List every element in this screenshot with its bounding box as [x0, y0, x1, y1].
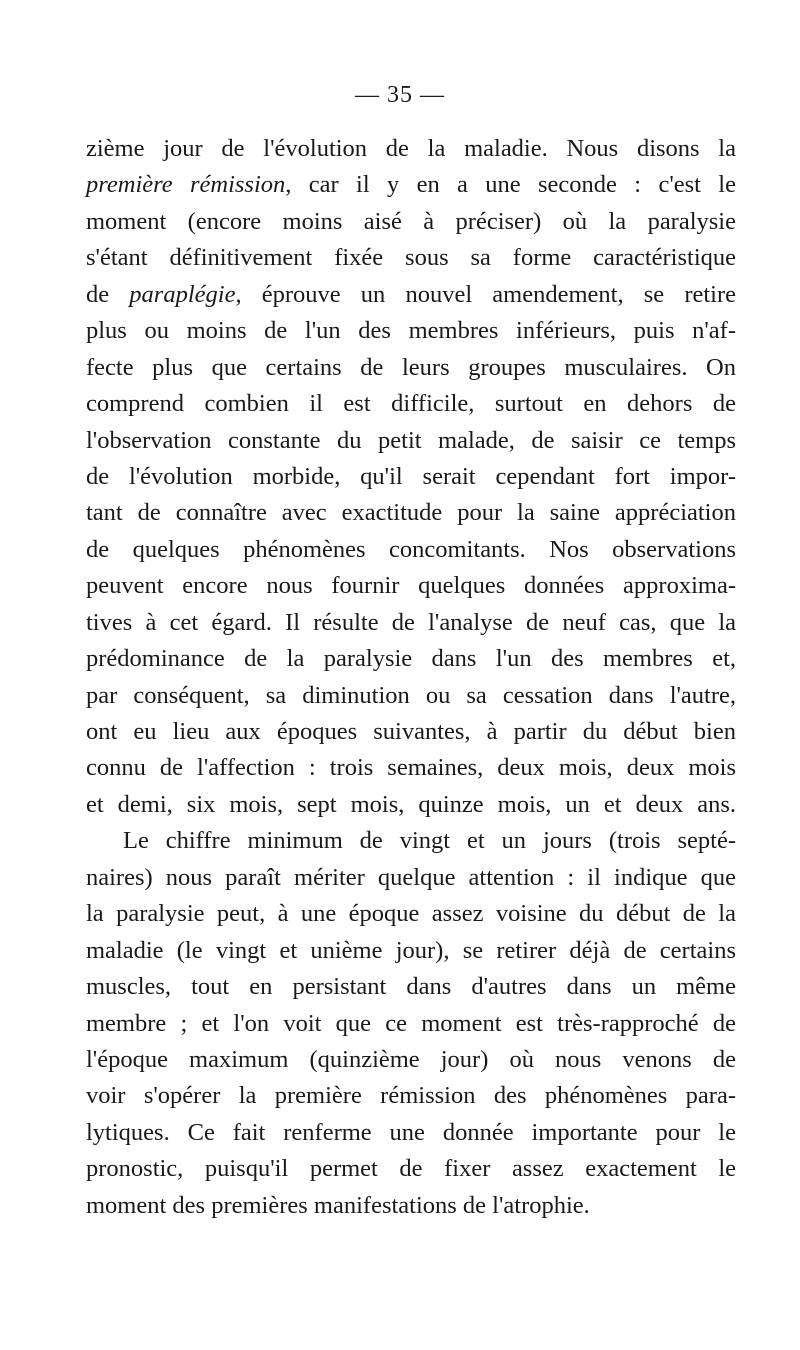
text-line	[86, 823, 736, 859]
text-segment: par conséquent, sa diminution ou sa cessation dans l'autre,	[86, 681, 736, 709]
italic-text: première rémission	[86, 171, 286, 199]
text-segment: ont eu lieu aux époques suivantes, à partir du début bien	[86, 718, 736, 745]
text-segment: naires) nous paraît mériter quelque attention : il indique que	[86, 863, 736, 891]
text-line	[86, 1078, 736, 1114]
text-segment: , éprouve un nouvel amendement, se retire	[235, 280, 736, 308]
text-segment: moment (encore moins aisé à préciser) où la paralysie	[86, 207, 736, 235]
text-segment: plus ou moins de l'un des membres inférieurs, puis n'af-	[86, 317, 736, 345]
text-line	[86, 167, 736, 203]
text-segment: la paralysie peut, à une époque assez voisine du début de la	[86, 900, 736, 928]
text-line	[86, 204, 736, 240]
text-line	[86, 423, 736, 459]
text-line	[86, 1115, 736, 1151]
text-segment: , car il y en a une seconde : c'est le	[285, 171, 736, 199]
text-line	[86, 240, 736, 276]
italic-text: paraplégie	[129, 280, 236, 308]
text-segment: de	[86, 280, 130, 308]
text-segment: maladie (le vingt et unième jour), se retirer déjà de certains	[86, 936, 736, 964]
text-line	[86, 1188, 736, 1224]
text-segment: tives à cet égard. Il résulte de l'analyse de neuf cas, que la	[86, 608, 736, 636]
text-segment: de l'évolution morbide, qu'il serait cependant fort impor-	[86, 462, 736, 490]
text-segment: pronostic, puisqu'il permet de fixer assez exactement le	[86, 1155, 736, 1183]
text-line	[86, 1151, 736, 1187]
text-line	[86, 641, 736, 677]
text-segment: de quelques phénomènes concomitants. Nos observations	[86, 535, 736, 563]
text-segment: s'étant définitivement fixée sous sa forme caractéristique	[86, 244, 736, 272]
text-segment: l'époque maximum (quinzième jour) où nous venons de	[86, 1045, 736, 1073]
text-line	[86, 933, 736, 969]
text-segment: voir s'opérer la première rémission des phénomènes para-	[86, 1082, 736, 1110]
text-line	[86, 1006, 736, 1042]
text-line	[86, 350, 736, 386]
page-number: — 35 —	[355, 82, 445, 108]
text-segment: Le chiffre minimum de vingt et un jours (trois septé-	[123, 827, 736, 855]
text-segment: tant de connaître avec exactitude pour la saine appréciation	[86, 499, 736, 527]
text-line	[86, 313, 736, 349]
text-line	[86, 605, 736, 641]
text-segment: l'observation constante du petit malade, de saisir ce temps	[86, 426, 736, 454]
body-text	[86, 131, 736, 1224]
text-line	[86, 1042, 736, 1078]
text-segment: et demi, six mois, sept mois, quinze mois, un et deux ans.	[86, 790, 736, 818]
text-line	[86, 131, 736, 167]
text-segment: membre ; et l'on voit que ce moment est très-rapproché de	[86, 1009, 736, 1037]
text-segment: zième jour de l'évolution de la maladie. Nous disons la	[86, 135, 736, 162]
text-line	[86, 860, 736, 896]
text-line	[86, 459, 736, 495]
text-segment: muscles, tout en persistant dans d'autres dans un même	[86, 973, 736, 1001]
text-line	[86, 532, 736, 568]
text-line	[86, 896, 736, 932]
text-line	[86, 969, 736, 1005]
text-line	[86, 750, 736, 786]
text-line	[86, 714, 736, 750]
text-segment: lytiques. Ce fait renferme une donnée importante pour le	[86, 1118, 736, 1146]
text-segment: comprend combien il est difficile, surtout en dehors de	[86, 390, 736, 418]
text-segment: fecte plus que certains de leurs groupes musculaires. On	[86, 353, 736, 381]
text-line	[86, 386, 736, 422]
text-line	[86, 495, 736, 531]
text-segment: peuvent encore nous fournir quelques données approxima-	[86, 572, 736, 600]
text-line	[86, 568, 736, 604]
text-segment: moment des premières manifestations de l'atrophie.	[86, 1191, 590, 1219]
text-line	[86, 787, 736, 823]
text-segment: connu de l'affection : trois semaines, deux mois, deux mois	[86, 754, 736, 782]
text-segment: prédominance de la paralysie dans l'un des membres et,	[86, 645, 736, 673]
text-line	[86, 678, 736, 714]
text-line	[86, 277, 736, 313]
